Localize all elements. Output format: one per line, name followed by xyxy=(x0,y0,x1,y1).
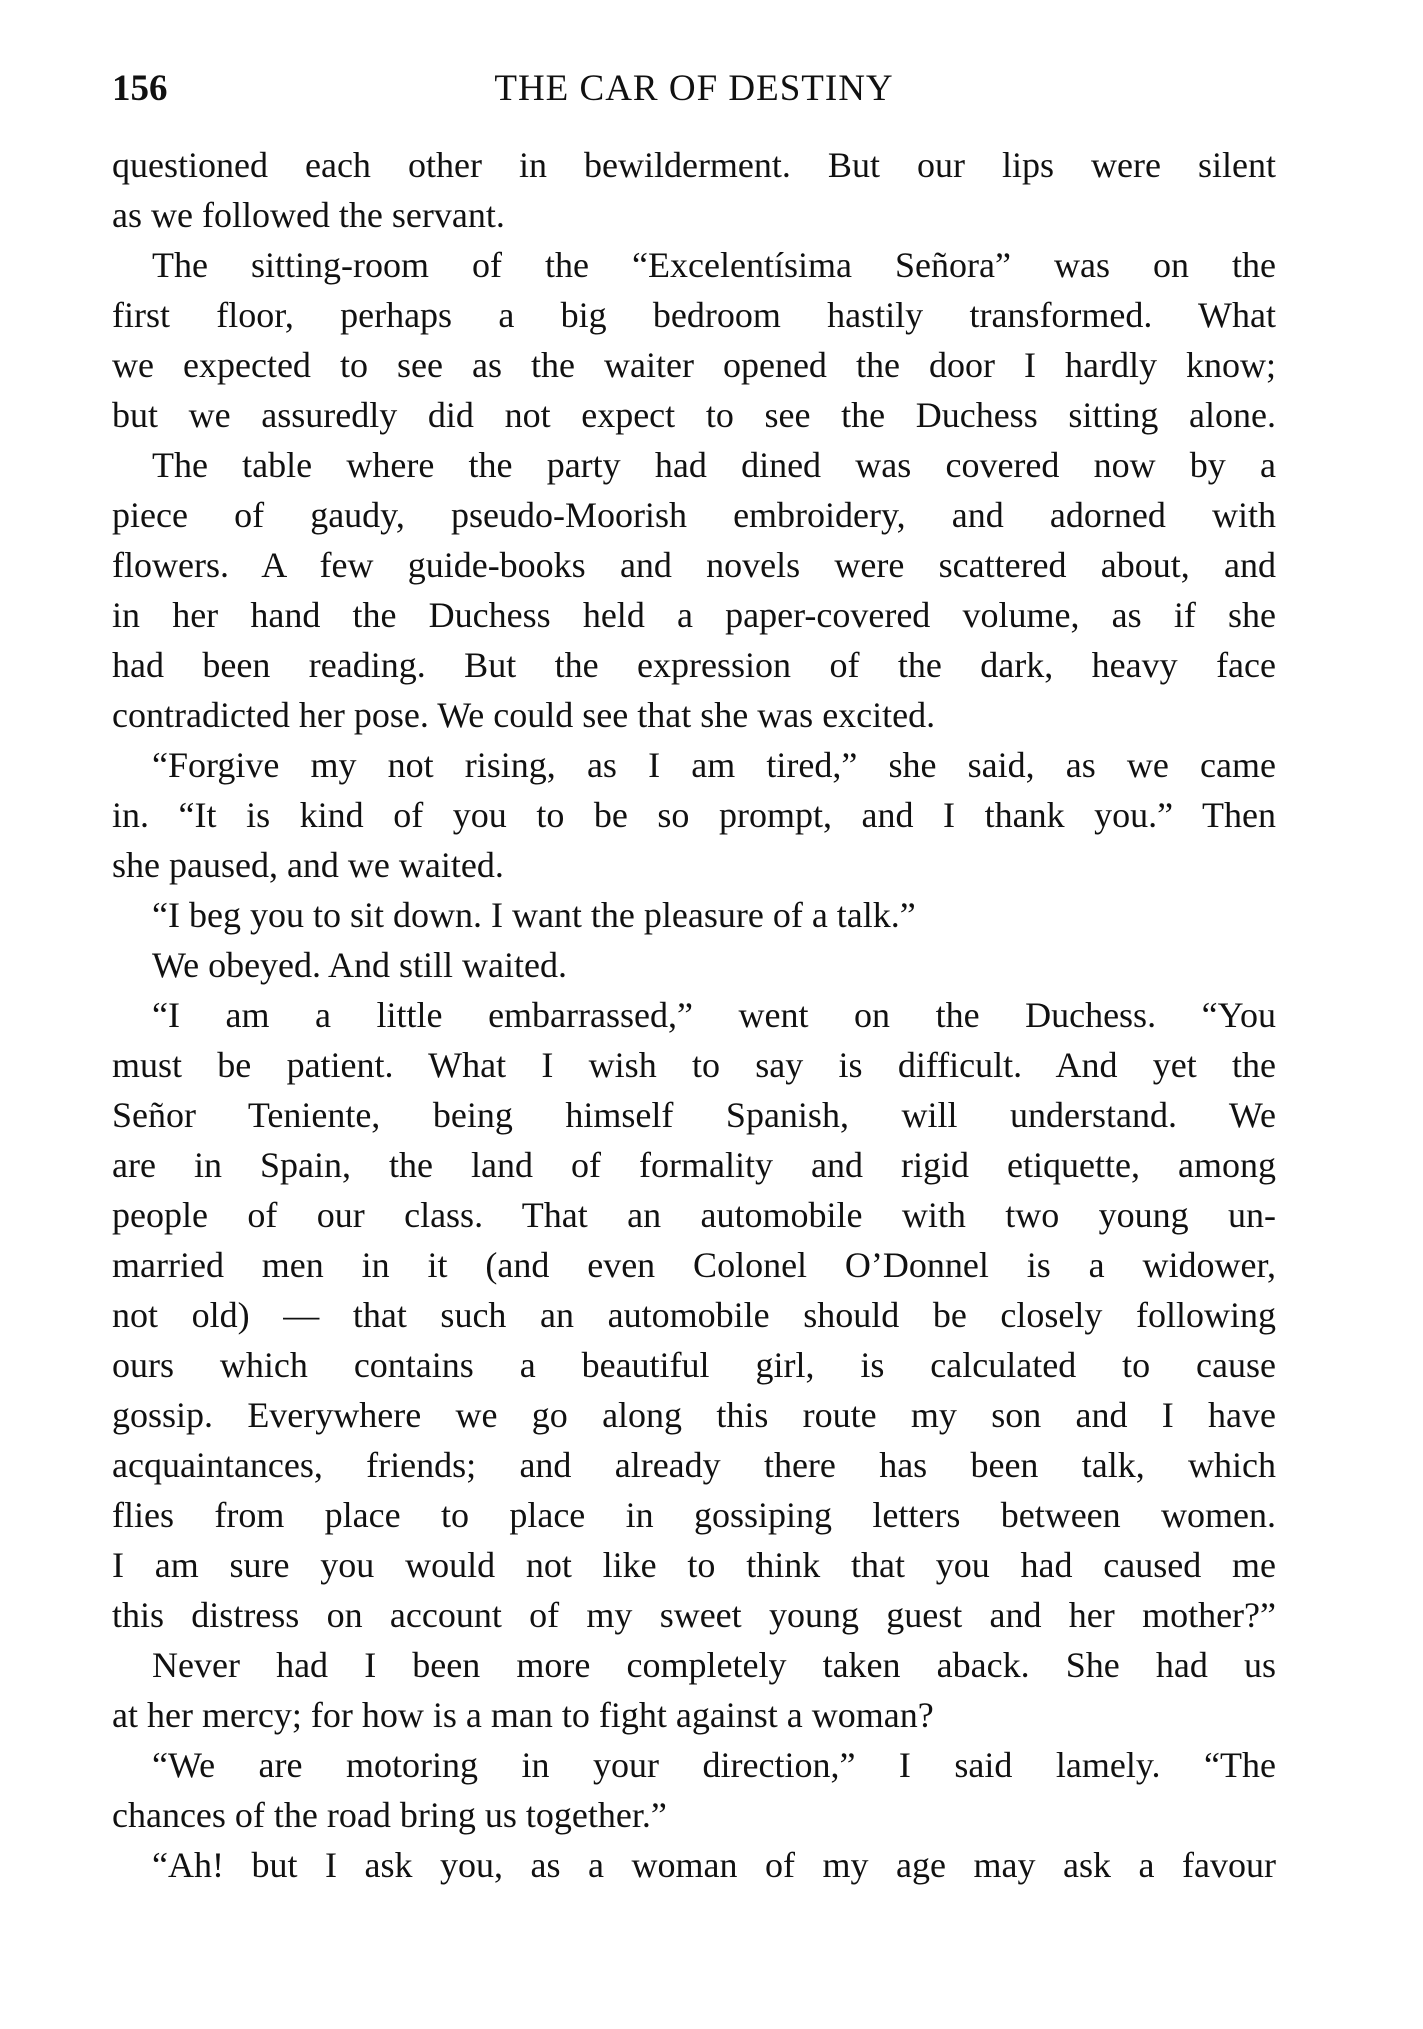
text-line: “Ah! but I ask you, as a woman of my age may ask a favour xyxy=(152,1845,1276,1885)
text-line: as we followed the servant. xyxy=(112,195,505,235)
text-line: Señor Teniente, being himself Spanish, will understand. We xyxy=(112,1095,1276,1135)
text-line: must be patient. What I wish to say is difficult. And yet the xyxy=(112,1045,1276,1085)
text-line: piece of gaudy, pseudo-Moorish embroidery, and adorned with xyxy=(112,495,1276,535)
text-line: We obeyed. And still waited. xyxy=(152,945,568,985)
text-line: not old) — that such an automobile should be closely following xyxy=(112,1295,1276,1335)
text-line: she paused, and we waited. xyxy=(112,845,504,885)
running-title: THE CAR OF DESTINY xyxy=(494,68,894,109)
text-line: but we assuredly did not expect to see the Duchess sitting alone. xyxy=(112,395,1276,435)
text-line: “We are motoring in your direction,” I said lamely. “The xyxy=(152,1745,1276,1785)
text-line: chances of the road bring us together.” xyxy=(112,1795,667,1835)
text-line: acquaintances, friends; and already there has been talk, which xyxy=(112,1445,1276,1485)
text-line: married men in it (and even Colonel O’Donnel is a widower, xyxy=(112,1245,1276,1285)
page-number: 156 xyxy=(112,68,168,109)
text-line: ours which contains a beautiful girl, is calculated to cause xyxy=(112,1345,1276,1385)
text-line: this distress on account of my sweet young guest and her mother?” xyxy=(112,1595,1276,1635)
text-line: The sitting-room of the “Excelentísima Señora” was on the xyxy=(152,245,1276,285)
text-line: at her mercy; for how is a man to fight against a woman? xyxy=(112,1695,934,1735)
text-line: questioned each other in bewilderment. But our lips were silent xyxy=(112,145,1276,185)
text-line: in her hand the Duchess held a paper-covered volume, as if she xyxy=(112,595,1276,635)
text-line: had been reading. But the expression of the dark, heavy face xyxy=(112,645,1276,685)
text-line: gossip. Everywhere we go along this route my son and I have xyxy=(112,1395,1276,1435)
page-body-text xyxy=(112,140,1276,1890)
text-line: flies from place to place in gossiping letters between women. xyxy=(112,1495,1276,1535)
text-line: in. “It is kind of you to be so prompt, and I thank you.” Then xyxy=(112,795,1276,835)
text-line: first floor, perhaps a big bedroom hastily transformed. What xyxy=(112,295,1276,335)
text-line: flowers. A few guide-books and novels were scattered about, and xyxy=(112,545,1276,585)
text-line: contradicted her pose. We could see that she was excited. xyxy=(112,695,936,735)
text-line: are in Spain, the land of formality and rigid etiquette, among xyxy=(112,1145,1276,1185)
text-line: we expected to see as the waiter opened the door I hardly know; xyxy=(112,345,1276,385)
text-line: The table where the party had dined was covered now by a xyxy=(152,445,1276,485)
text-line: “I beg you to sit down. I want the pleasure of a talk.” xyxy=(152,895,916,935)
text-line: “Forgive my not rising, as I am tired,” she said, as we came xyxy=(152,745,1276,785)
text-line: Never had I been more completely taken aback. She had us xyxy=(152,1645,1276,1685)
text-line: people of our class. That an automobile with two young un- xyxy=(112,1195,1276,1235)
running-header xyxy=(112,64,1276,114)
text-line: I am sure you would not like to think that you had caused me xyxy=(112,1545,1276,1585)
text-line: “I am a little embarrassed,” went on the Duchess. “You xyxy=(152,995,1276,1035)
